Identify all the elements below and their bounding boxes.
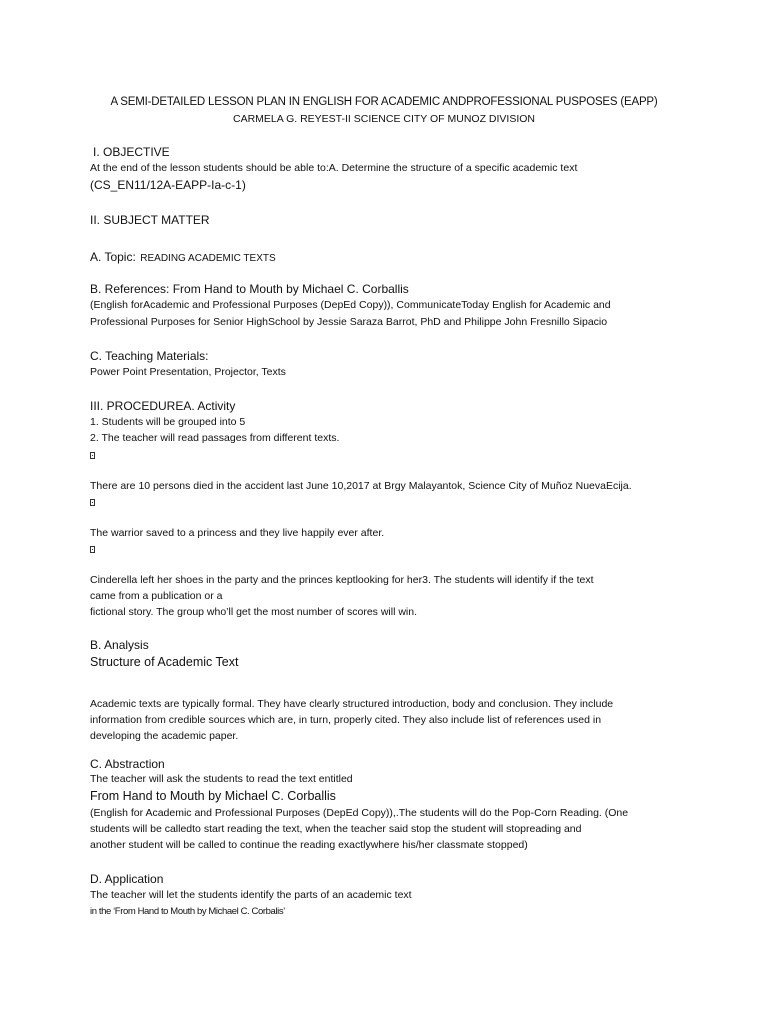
missing-glyph-icon bbox=[90, 546, 95, 553]
topic-line bbox=[90, 248, 276, 266]
procedure-step-1: 1. Students will be grouped into 5 bbox=[90, 416, 246, 428]
passage-3-line-1: Cinderella left her shoes in the party and the princes keptlooking for her3. The students will identify if the text bbox=[90, 574, 594, 586]
application-heading: D. Application bbox=[90, 872, 164, 886]
references-heading: B. References: From Hand to Mouth by Michael C. Corballis bbox=[90, 282, 409, 296]
analysis-subheading: Structure of Academic Text bbox=[90, 655, 239, 669]
procedure-heading: III. PROCEDUREA. Activity bbox=[90, 399, 236, 413]
passage-2: The warrior saved to a princess and they live happily ever after. bbox=[90, 527, 385, 539]
procedure-step-2: 2. The teacher will read passages from different texts. bbox=[90, 432, 340, 444]
abstraction-line-1: The teacher will ask the students to read the text entitled bbox=[90, 773, 353, 785]
analysis-line-1: Academic texts are typically formal. They have clearly structured introduction, body and conclusion. They include bbox=[90, 698, 614, 710]
references-line-1: (English forAcademic and Professional Purposes (DepEd Copy)), CommunicateToday English for Academic and bbox=[90, 299, 611, 311]
analysis-line-3: developing the academic paper. bbox=[90, 730, 239, 742]
passage-3-line-3: fictional story. The group who’ll get the most number of scores will win. bbox=[90, 606, 418, 618]
abstraction-line-3: students will be calledto start reading the text, when the teacher said stop the student will stopreading and bbox=[90, 823, 582, 835]
document-subtitle: CARMELA G. REYEST-II SCIENCE CITY OF MUNOZ DIVISION bbox=[232, 113, 536, 125]
document-title: A SEMI-DETAILED LESSON PLAN IN ENGLISH FOR ACADEMIC ANDPROFESSIONAL PUSPOSES (EAPP) bbox=[110, 96, 658, 108]
objective-text: At the end of the lesson students should be able to:A. Determine the structure of a specific academic text bbox=[90, 162, 578, 174]
abstraction-title: From Hand to Mouth by Michael C. Corballis bbox=[90, 789, 336, 803]
topic-label: A. Topic: bbox=[90, 250, 136, 264]
missing-glyph-icon bbox=[90, 452, 95, 459]
analysis-heading: B. Analysis bbox=[90, 638, 149, 652]
materials-heading: C. Teaching Materials: bbox=[90, 349, 209, 363]
passage-1: There are 10 persons died in the accident last June 10,2017 at Brgy Malayantok, Science City of Muñoz NuevaEcija. bbox=[90, 480, 632, 492]
missing-glyph-icon bbox=[90, 499, 95, 506]
application-line-2: in the ‘From Hand to Mouth by Michael C. Corbalis’ bbox=[90, 906, 285, 917]
objective-heading: I. OBJECTIVE bbox=[93, 145, 170, 159]
abstraction-heading: C. Abstraction bbox=[90, 757, 165, 771]
objective-code: (CS_EN11/12A-EAPP-Ia-c-1) bbox=[90, 178, 246, 192]
references-line-2: Professional Purposes for Senior HighSchool by Jessie Saraza Barrot, PhD and Philippe John Fresnillo Sipacio bbox=[90, 316, 608, 328]
abstraction-line-4: another student will be called to continue the reading exactlywhere his/her classmate stopped) bbox=[90, 839, 528, 851]
subject-matter-heading: II. SUBJECT MATTER bbox=[90, 213, 210, 227]
materials-text: Power Point Presentation, Projector, Texts bbox=[90, 366, 286, 378]
passage-3-line-2: came from a publication or a bbox=[90, 590, 223, 602]
topic-value: READING ACADEMIC TEXTS bbox=[140, 253, 276, 264]
analysis-line-2: information from credible sources which are, in turn, properly cited. They also include list of references used in bbox=[90, 714, 602, 726]
abstraction-line-2: (English for Academic and Professional Purposes (DepEd Copy)),.The students will do the Pop-Corn Reading. (One bbox=[90, 807, 629, 819]
application-line-1: The teacher will let the students identify the parts of an academic text bbox=[90, 889, 412, 901]
